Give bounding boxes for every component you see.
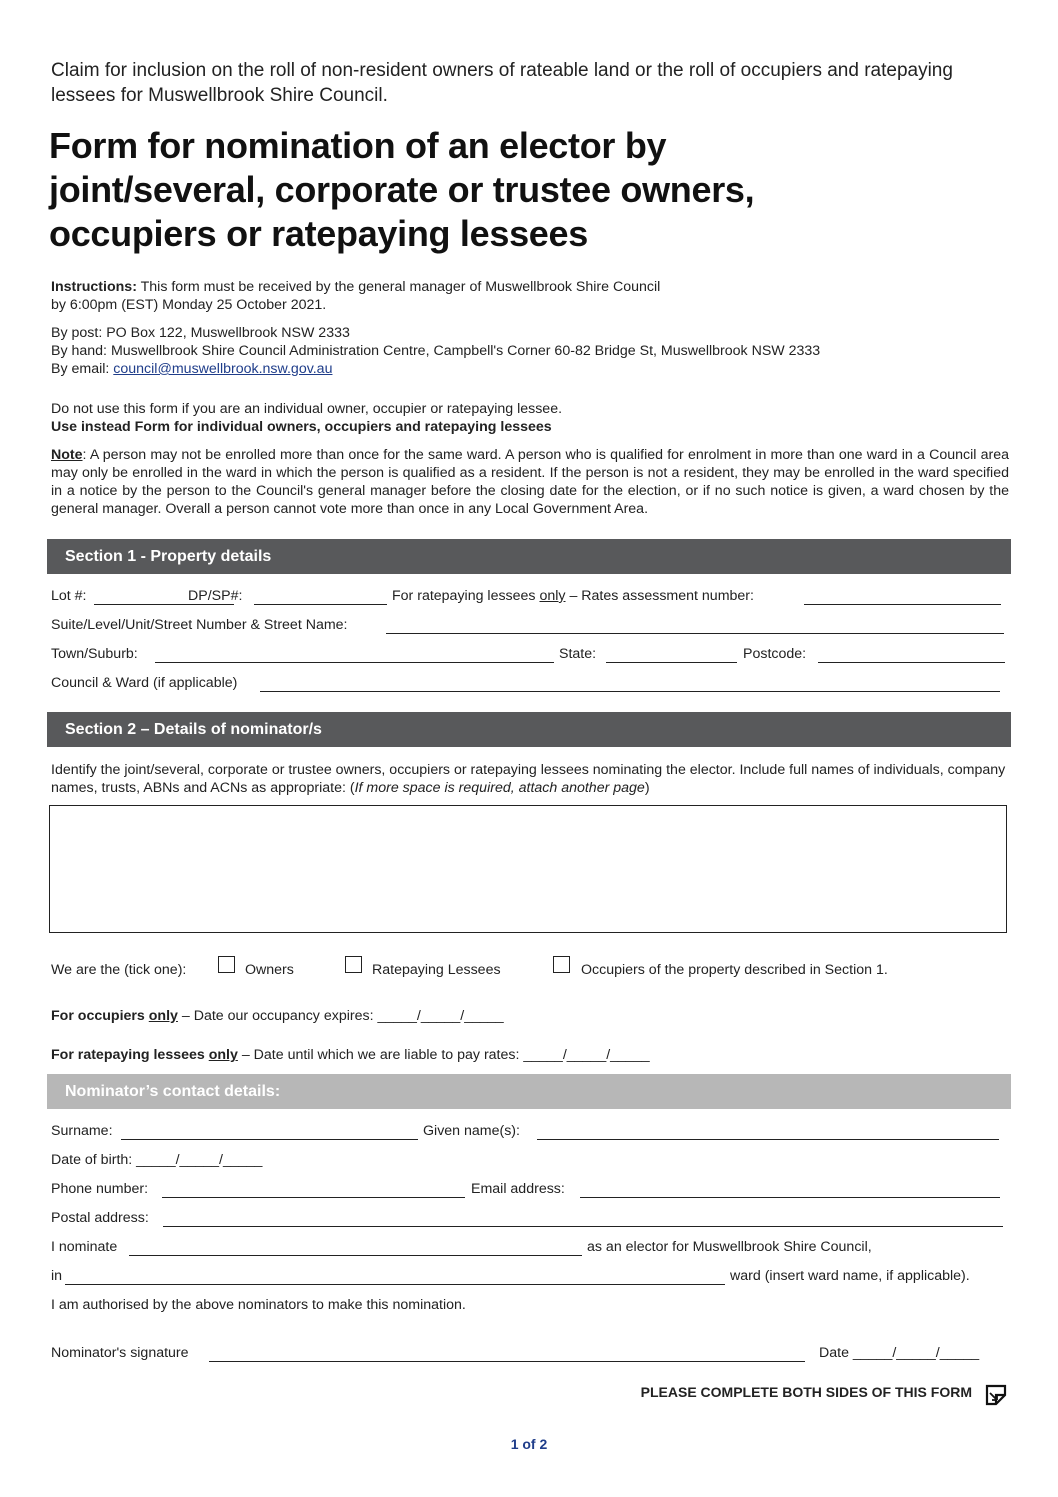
- email-label: Email address:: [471, 1181, 565, 1197]
- nominee-field[interactable]: [129, 1255, 582, 1256]
- ward-field[interactable]: [65, 1284, 725, 1285]
- street-label: Suite/Level/Unit/Street Number & Street Name:: [51, 617, 348, 633]
- council-field[interactable]: [260, 691, 1000, 692]
- do-not-use-line2: Use instead Form for individual owners, occupiers and ratepaying lessees: [51, 419, 552, 435]
- street-field[interactable]: [386, 633, 1004, 634]
- instructions: [51, 278, 1011, 314]
- nominators-textarea[interactable]: [49, 805, 1007, 933]
- occupiers-label: Occupiers of the property described in Section 1.: [581, 962, 888, 978]
- page-turn-icon: [985, 1384, 1007, 1406]
- in-label: in: [51, 1268, 63, 1284]
- address-email-label: By email:: [51, 361, 114, 377]
- instructions-line1: This form must be received by the general manager of Muswellbrook Shire Council: [140, 279, 661, 295]
- council-row: [51, 675, 1006, 695]
- lessees-label: Ratepaying Lessees: [372, 962, 501, 978]
- address-post: By post: PO Box 122, Muswellbrook NSW 2333: [51, 325, 350, 341]
- surname-field[interactable]: [121, 1139, 418, 1140]
- ward-text: ward (insert ward name, if applicable).: [730, 1268, 970, 1284]
- lessee-rates-row: [51, 1047, 1006, 1067]
- complete-both-sides-notice: PLEASE COMPLETE BOTH SIDES OF THIS FORM: [640, 1384, 972, 1400]
- name-row: [51, 1123, 1006, 1143]
- street-row: [51, 617, 1006, 637]
- occupancy-text[interactable]: For occupiers only – Date our occupancy expires: _____/_____/_____: [51, 1008, 504, 1024]
- lot-label: Lot #:: [51, 588, 87, 604]
- authorised-row: [51, 1297, 1006, 1317]
- tick-row: [51, 962, 1006, 982]
- dp-label: DP/SP#:: [188, 588, 243, 604]
- nominate-row: [51, 1239, 1006, 1259]
- instructions-line2: by 6:00pm (EST) Monday 25 October 2021.: [51, 297, 327, 313]
- ward-row: [51, 1268, 1006, 1288]
- lessees-checkbox[interactable]: [345, 956, 362, 973]
- page-number: 1 of 2: [510, 1436, 548, 1452]
- phone-label: Phone number:: [51, 1181, 149, 1197]
- owners-label: Owners: [245, 962, 294, 978]
- postal-field[interactable]: [163, 1226, 1003, 1227]
- state-field[interactable]: [606, 662, 737, 663]
- signature-date[interactable]: Date _____/_____/_____: [819, 1345, 980, 1361]
- tick-label: We are the (tick one):: [51, 962, 187, 978]
- signature-row: [51, 1345, 1006, 1365]
- authorised-text: I am authorised by the above nominators to make this nomination.: [51, 1297, 466, 1313]
- section2-header: Section 2 – Details of nominator/s: [47, 712, 1011, 747]
- dob-row: [51, 1152, 1006, 1172]
- town-label: Town/Suburb:: [51, 646, 138, 662]
- lot-field[interactable]: [94, 604, 234, 605]
- identify-text: Identify the joint/several, corporate or trustee owners, occupiers or ratepaying lessees nominating the elector. Include full names of individuals, company names, trusts, ABNs and ACNs as appropriate: (If more space is required, attach another page): [51, 762, 1006, 796]
- note-paragraph: [51, 446, 1009, 518]
- phone-field[interactable]: [162, 1197, 465, 1198]
- note-text: : A person may not be enrolled more than once for the same ward. A person who is qualified for enrolment in more than one ward in a Council area may only be enrolled in the ward in which the person is qualified as a resident. If the person is not a resident, they may be enrolled in the ward specified in a notice by the person to the Council's general manager before the closing date for the election, or if no such notice is given, a ward chosen by the general manager. Overall a person cannot vote more than once in any Local Government Area.: [51, 447, 1009, 517]
- town-field[interactable]: [155, 662, 554, 663]
- postal-row: [51, 1210, 1006, 1230]
- town-row: [51, 646, 1006, 666]
- state-label: State:: [559, 646, 597, 662]
- section1-header: Section 1 ‐ Property details: [47, 539, 1011, 574]
- surname-label: Surname:: [51, 1123, 113, 1139]
- as-elector-text: as an elector for Muswellbrook Shire Council,: [587, 1239, 872, 1255]
- rates-assessment-field[interactable]: [804, 604, 1001, 605]
- occupiers-checkbox[interactable]: [553, 956, 570, 973]
- address-hand: By hand: Muswellbrook Shire Council Administration Centre, Campbell's Corner 60-82 Bridge St, Muswellbrook NSW 2333: [51, 343, 821, 359]
- given-name-field[interactable]: [537, 1139, 999, 1140]
- intro-text: Claim for inclusion on the roll of non-resident owners of rateable land or the roll of occupiers and ratepaying lessees for Muswellbrook Shire Council.: [51, 60, 953, 106]
- lot-row: [51, 588, 1006, 608]
- council-label: Council & Ward (if applicable): [51, 675, 238, 691]
- email-link[interactable]: council@muswellbrook.nsw.gov.au: [113, 361, 333, 377]
- address-block: [51, 324, 1011, 378]
- postcode-field[interactable]: [818, 662, 1005, 663]
- do-not-use-line1: Do not use this form if you are an individual owner, occupier or ratepaying lessee.: [51, 401, 563, 417]
- contact-header: Nominator’s contact details:: [47, 1074, 1011, 1109]
- do-not-use-notice: [51, 400, 1011, 436]
- dp-field[interactable]: [254, 604, 387, 605]
- dob-field[interactable]: Date of birth: _____/_____/_____: [51, 1152, 263, 1168]
- postcode-label: Postcode:: [743, 646, 807, 662]
- title-line: Form for nomination of an elector by: [49, 125, 667, 166]
- email-field[interactable]: [580, 1197, 1000, 1198]
- title-line: joint/several, corporate or trustee owners,: [49, 169, 755, 210]
- given-name-label: Given name(s):: [423, 1123, 520, 1139]
- nominate-label: I nominate: [51, 1239, 118, 1255]
- title-line: occupiers or ratepaying lessees: [49, 213, 588, 254]
- rates-label: For ratepaying lessees only – Rates assessment number:: [392, 588, 754, 604]
- form-title: [49, 124, 1009, 256]
- lessee-rates-text[interactable]: For ratepaying lessees only – Date until which we are liable to pay rates: _____/_____/_____: [51, 1047, 650, 1063]
- occupancy-row: [51, 1008, 1006, 1028]
- instructions-label: Instructions:: [51, 279, 137, 295]
- signature-label: Nominator's signature: [51, 1345, 189, 1361]
- signature-field[interactable]: [209, 1361, 805, 1362]
- note-label: Note: [51, 447, 83, 463]
- postal-label: Postal address:: [51, 1210, 149, 1226]
- owners-checkbox[interactable]: [218, 956, 235, 973]
- phone-email-row: [51, 1181, 1006, 1201]
